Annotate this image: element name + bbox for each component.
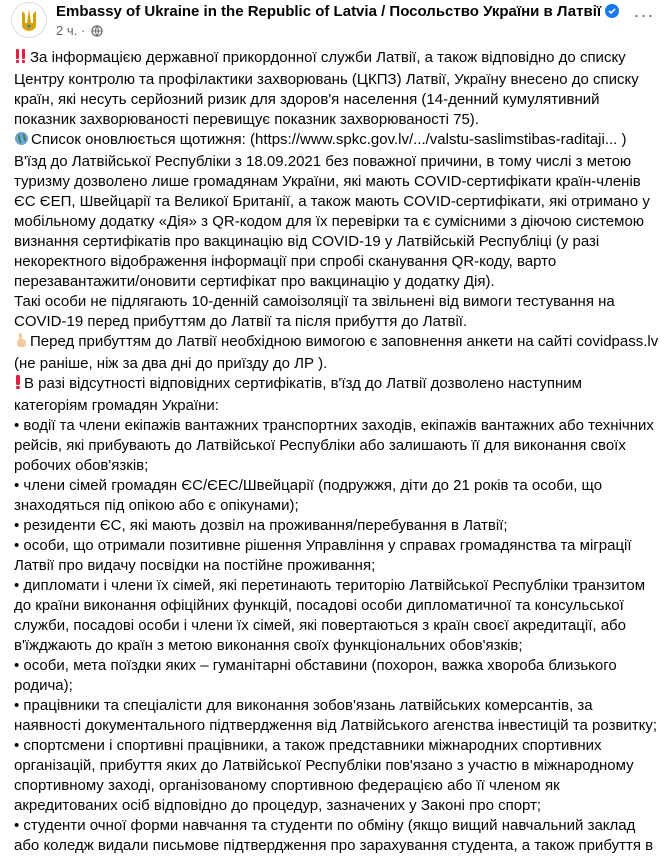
globe-icon [91,25,103,40]
paragraph-6 [14,374,659,416]
paragraph-2-text: Список оновлюється щотижня: ( [31,131,256,148]
list-item: • особи, мета поїздки яких – гуманітарні обставини (похорон, важка хвороба близького родича); [14,657,617,694]
paragraph-5-text: Перед прибуттям до Латвії необхідною вимогою є заповнення анкети на сайті covidpass.lv (не раніше, ніж за два дні до приїзду до ЛР ). [14,333,659,372]
exclamation-icon [14,374,22,396]
spkc-link[interactable]: https://www.spkc.gov.lv/.../valstu-saslimstibas-raditaji... [255,131,618,148]
list-item: • водії та члени екіпажів вантажних транспортних заходів, екіпажів вантажних або технічних рейсів, які прибувають до Латвійської Республіки або залишають її для виконання своїх робочих обов'язків; [14,417,654,474]
paragraph-1-text: За інформацією державної прикордонної служби Латвії, а також відповідно до списку Центру контролю та профілактики захворювань (ЦКПЗ) Латвії, Україну внесено до списку країн, які несуть серйозний ризик для здоров'я населення (14-денний кумулятивний показник захворюваності перевищує показник захворюваності 75). [14,49,639,128]
paragraph-2 [14,130,659,152]
globe-emoji-icon [14,131,29,152]
list-item: • спортсмени і спортивні працівники, а також представники міжнародних спортивних організацій, прибуття яких до Латвійської Республіки пов'язано з участю в міжнародному спортивному заході, організованому спортивною федерацією або її членом як акредитованих осіб відповідно до процедур, зазначених у Законі про спорт; [14,737,634,814]
page-name-text[interactable]: Embassy of Ukraine in the Republic of Latvia / Посольство України в Латвії [56,3,602,20]
paragraph-4: Такі особи не підлягають 10-денній самоізоляції та звільнені від вимоги тестування на COVID-19 перед прибуттям до Латвії та після прибуття до Латвії. [14,293,615,330]
page-name[interactable] [56,3,619,20]
pointing-hand-icon [14,332,28,354]
paragraph-2-suffix: ) [617,131,627,148]
post-header [0,0,667,48]
paragraph-6-text: В разі відсутності відповідних сертифікатів, в'їзд до Латвії дозволено наступним категоріям громадян України: [14,375,582,414]
list-item: • особи, що отримали позитивне рішення Управління у справах громадянства та міграції Латвії про видачу посвідки на постійне проживання; [14,537,632,574]
list-item: • студенти очної форми навчання та студенти по обміну (якщо вищий навчальний заклад або коледж видали письмове підтвердження про зарахування студента, а також прибуття в [14,817,654,854]
paragraph-3: В'їзд до Латвійської Республіки з 18.09.2021 без поважної причини, в тому числі з метою туризму дозволено лише громадянам України, які мають COVID-сертифікати країн-членів ЄС ЄЕП, Швейцарії та Великої Британії, а також мають COVID-сертифікати, які отримано у мобільному додатку «Дія» з QR-кодом для їх перевірки та є сумісними з діючою системою визнання сертифікатів про вакцинацію від COVID-19 у Латвійській Республіці (у разі некоректного відображення інформації при спробі сканування QR-коду, варто перезавантажити/оновити сертифікат про вакцинацію у додатку Дія). [14,153,650,290]
post-time[interactable]: 2 ч. · [56,23,86,38]
more-options-button[interactable]: ··· [633,5,655,25]
list-item: • резиденти ЄС, які мають дозвіл на проживання/перебування в Латвії; [14,517,508,534]
list-item: • члени сімей громадян ЄС/ЄЕС/Швейцарії (подружжя, діти до 21 років та особи, що знаходяться під опікою або є опікунами); [14,477,603,514]
list-item: • працівники та спеціалісти для виконання зобов'язань латвійських комерсантів, за наявності документального підтвердження від Латвійського агенства інвестицій та розвитку; [14,697,658,734]
paragraph-5 [14,332,659,374]
trident-logo-icon [12,3,46,37]
list-item: • дипломати і члени їх сімей, які перетинають територію Латвійської Республіки транзитом до країни виконання офіційних функцій, посадові особи дипломатичної та консульської служби, посадові особи і члени їх сімей, які повертаються з країн своєї акредитації, або в'їжджають до країн з метою виконання своїх функціональних обов'язків; [14,577,646,654]
post-body [14,48,659,856]
verified-badge-icon [605,4,619,18]
paragraph-1 [14,48,659,130]
post-meta [56,23,103,40]
avatar[interactable] [11,2,47,38]
double-exclamation-icon [14,48,28,70]
